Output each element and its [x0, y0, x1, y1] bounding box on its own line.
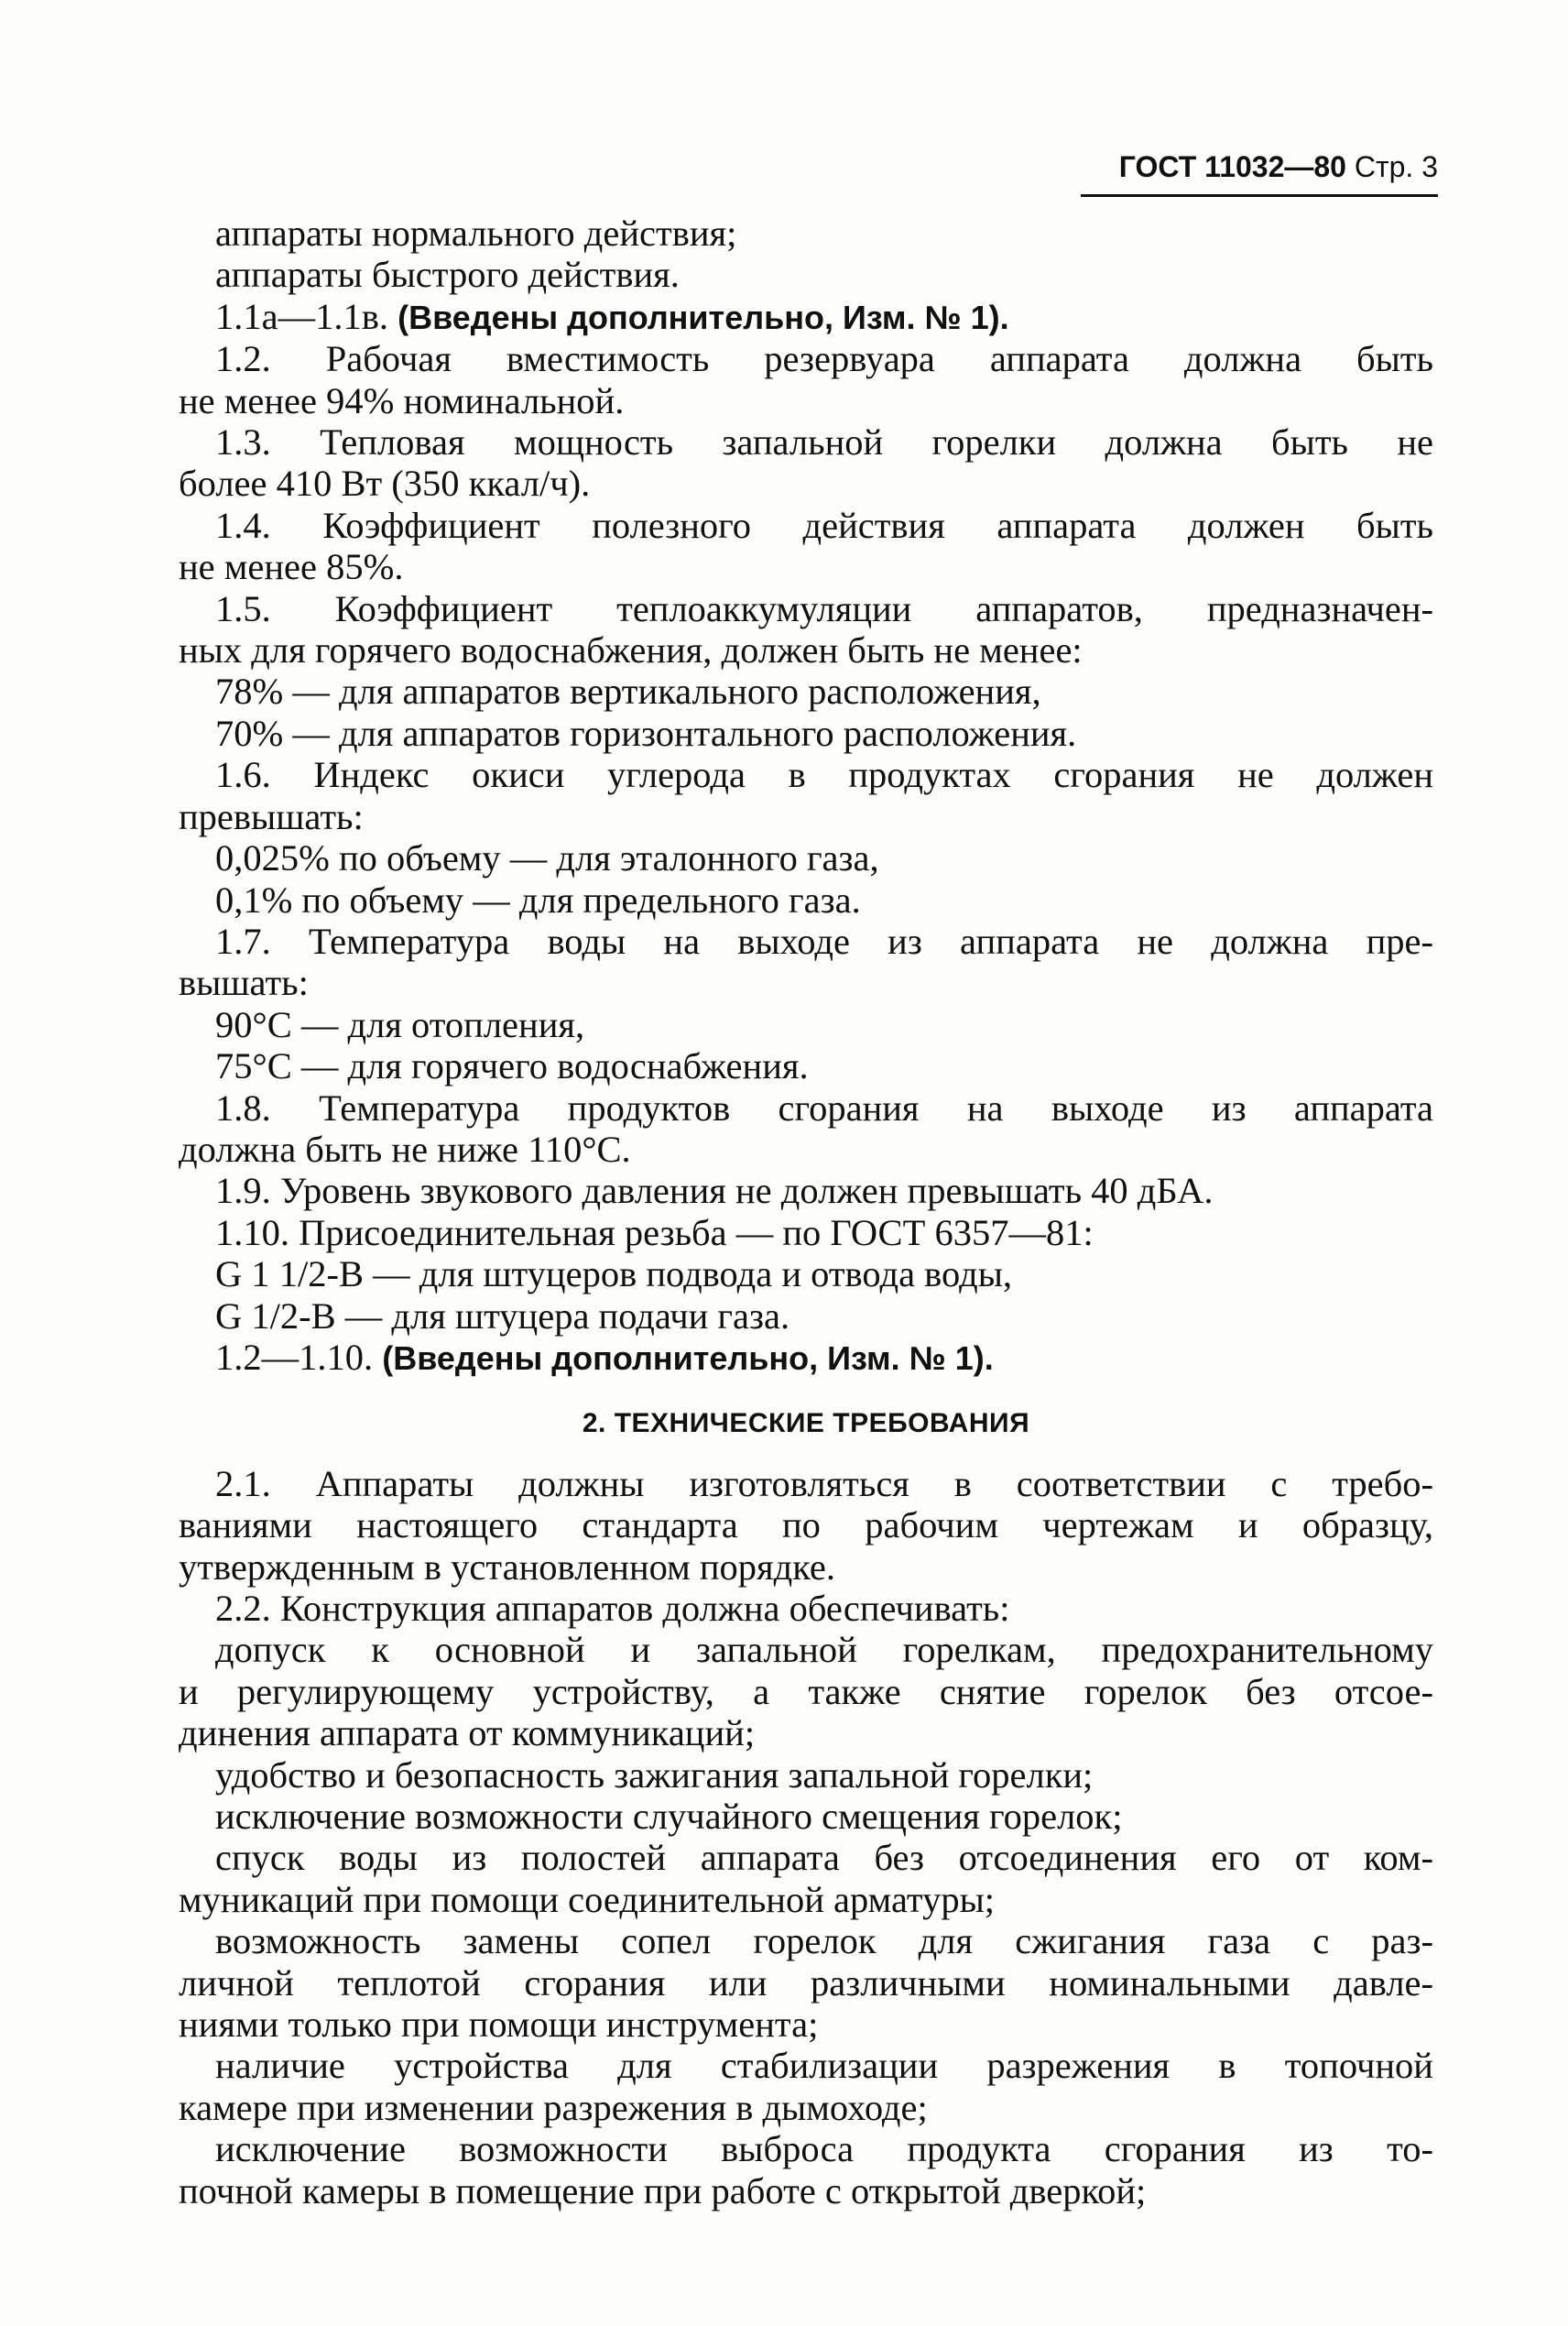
text-line: 1.8. Температура продуктов сгорания на выходе из аппарата [215, 1087, 1433, 1129]
text-line: 0,1% по объему — для предельного газа. [215, 879, 861, 921]
text-line: не менее 94% номинальной. [179, 379, 625, 421]
list-item-line: исключение возможности случайного смещения горелок; [215, 1796, 1123, 1838]
note-ref: 1.1а—1.1в. [215, 295, 388, 337]
note-bold: (Введены дополнительно, Изм. № 1). [382, 1338, 994, 1377]
text-line: 90°С — для отопления, [215, 1003, 585, 1045]
text-line: 70% — для аппаратов горизонтального расположения. [215, 712, 1077, 754]
text-line: 1.5. Коэффициент теплоаккумуляции аппаратов, предназначен- [215, 587, 1433, 629]
list-item-line: исключение возможности выброса продукта сгорания из то- [215, 2128, 1433, 2170]
text-line: G 1/2-В — для штуцера подачи газа. [215, 1294, 790, 1337]
text-line: более 410 Вт (350 ккал/ч). [179, 463, 591, 505]
text-line: ных для горячего водоснабжения, должен быть не менее: [179, 629, 1083, 672]
text-line: аппараты быстрого действия. [215, 254, 680, 296]
text-line: превышать: [179, 795, 364, 837]
text-line: аппараты нормального действия; [215, 213, 737, 254]
list-item-line: почной камеры в помещение при работе с открытой дверкой; [179, 2169, 1147, 2211]
page-header [1081, 148, 1438, 197]
text-line: 1.2. Рабочая вместимость резервуара аппарата должна быть [215, 338, 1433, 380]
standard-number: ГОСТ 11032—80 [1118, 150, 1346, 183]
document-body [179, 213, 1433, 2211]
list-item-line: возможность замены сопел горелок для сжигания газа с раз- [215, 1920, 1433, 1962]
list-item-line: и регулирующему устройству, а также снятие горелок без отсое- [179, 1670, 1433, 1712]
list-item-line: спуск воды из полостей аппарата без отсоединения его от ком- [215, 1837, 1433, 1879]
text-line: 1.3. Тепловая мощность запальной горелки должна быть не [215, 421, 1433, 464]
text-line: утвержденным в установленном порядке. [179, 1545, 836, 1588]
list-item-line: личной теплотой сгорания или различными номинальными давле- [179, 1961, 1433, 2004]
amendment-note [179, 1337, 1433, 1379]
text-line: 1.9. Уровень звукового давления не должен превышать 40 дБА. [215, 1170, 1214, 1212]
text-line: вышать: [179, 962, 309, 1004]
list-item-line: камере при изменении разрежения в дымоходе; [179, 2086, 928, 2128]
text-line: 1.10. Присоединительная резьба — по ГОСТ 6357—81: [215, 1211, 1094, 1253]
text-line: G 1 1/2-В — для штуцеров подвода и отвода воды, [215, 1253, 1013, 1295]
list-item-line: динения аппарата от коммуникаций; [179, 1712, 756, 1754]
list-item-line: наличие устройства для стабилизации разрежения в топочной [215, 2045, 1433, 2087]
text-line: 75°С — для горячего водоснабжения. [215, 1045, 809, 1087]
list-item-line: допуск к основной и запальной горелкам, предохранительному [215, 1629, 1433, 1671]
text-line: 0,025% по объему — для эталонного газа, [215, 837, 879, 879]
text-line: ваниями настоящего стандарта по рабочим чертежам и образцу, [179, 1504, 1433, 1546]
text-line: 78% — для аппаратов вертикального расположения, [215, 671, 1041, 713]
text-line: 1.7. Температура воды на выходе из аппарата не должна пре- [215, 920, 1433, 962]
text-line: не менее 85%. [179, 546, 404, 588]
list-item-line: удобство и безопасность зажигания запальной горелки; [215, 1753, 1094, 1796]
note-ref: 1.2—1.10. [215, 1336, 374, 1378]
section-title: 2. ТЕХНИЧЕСКИЕ ТРЕБОВАНИЯ [582, 1408, 1030, 1439]
list-item-line: ниями только при помощи инструмента; [179, 2004, 819, 2046]
text-line: 1.4. Коэффициент полезного действия аппарата должен быть [215, 504, 1433, 546]
amendment-note [179, 296, 1433, 338]
text-line: 2.2. Конструкция аппаратов должна обеспечивать: [215, 1588, 1010, 1629]
page-number: Стр. 3 [1354, 150, 1438, 183]
text-line: 2.1. Аппараты должны изготовляться в соответствии с требо- [215, 1462, 1433, 1504]
text-line: должна быть не ниже 110°С. [179, 1128, 631, 1170]
note-bold: (Введены дополнительно, Изм. № 1). [397, 298, 1009, 336]
text-line: 1.6. Индекс окиси углерода в продуктах сгорания не должен [215, 754, 1433, 796]
list-item-line: муникаций при помощи соединительной арматуры; [179, 1878, 996, 1920]
